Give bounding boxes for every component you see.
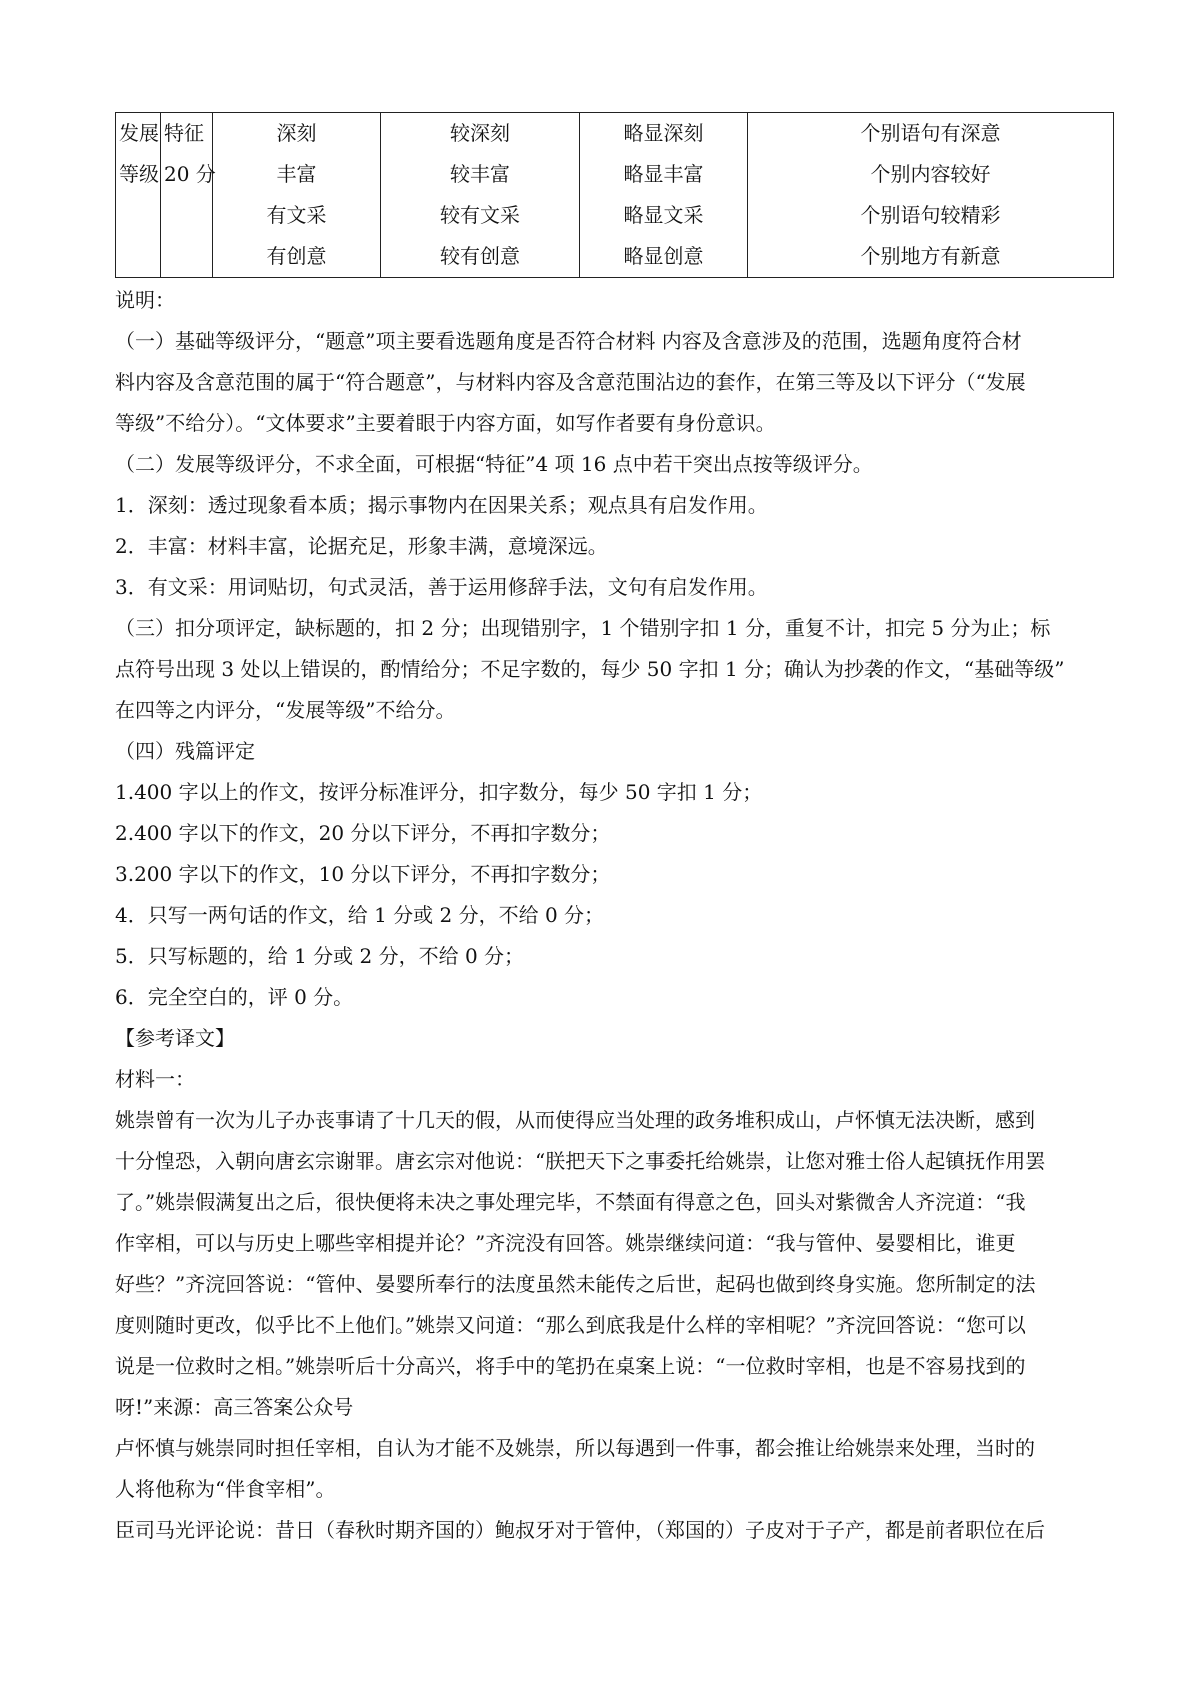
grade-item: 较深刻 xyxy=(450,121,510,145)
text-line: 臣司马光评论说：昔日（春秋时期齐国的）鲍叔牙对于管仲，（郑国的）子皮对于子产，都是前者职位在后 xyxy=(115,1518,1045,1542)
grade-item: 略显深刻 xyxy=(623,121,704,145)
text-line: （四）残篇评定 xyxy=(115,739,255,763)
grade-column-2 xyxy=(381,113,580,278)
text-line: 好些？”齐浣回答说：“管仲、晏婴所奉行的法度虽然未能传之后世，起码也做到终身实施。您所制定的法 xyxy=(115,1272,1036,1296)
text-line: 姚崇曾有一次为儿子办丧事请了十几天的假，从而使得应当处理的政务堆积成山，卢怀慎无法决断，感到 xyxy=(115,1108,1035,1132)
text-line: 3．有文采：用词贴切，句式灵活，善于运用修辞手法，文句有启发作用。 xyxy=(115,575,768,599)
text-line: 在四等之内评分，“发展等级”不给分。 xyxy=(115,698,456,722)
grade-item: 较有创意 xyxy=(440,244,520,268)
grade-item: 较有文采 xyxy=(440,203,520,227)
feature-line: 20 分 xyxy=(164,162,216,186)
grade-item: 有文采 xyxy=(266,203,327,227)
grade-item: 丰富 xyxy=(276,162,317,186)
row-header-cell xyxy=(116,113,161,278)
grade-item: 个别语句较精彩 xyxy=(860,203,1001,227)
text-line: 呀!”来源：高三答案公众号 xyxy=(115,1395,354,1419)
body-text xyxy=(115,280,1115,1551)
grade-item: 略显创意 xyxy=(623,244,704,268)
grade-column-4 xyxy=(748,113,1114,278)
table-row xyxy=(116,113,1114,278)
grade-item: 深刻 xyxy=(276,121,317,145)
grading-table xyxy=(115,112,1114,278)
row-header-line: 等级 xyxy=(119,162,159,186)
text-line: 人将他称为“伴食宰相”。 xyxy=(115,1477,336,1501)
text-line: 2．丰富：材料丰富，论据充足，形象丰满，意境深远。 xyxy=(115,534,608,558)
grade-item: 略显丰富 xyxy=(623,162,704,186)
feature-cell xyxy=(161,113,216,278)
text-line: 材料一： xyxy=(115,1067,195,1091)
text-line: 度则随时更改，似乎比不上他们。”姚崇又问道：“那么到底我是什么样的宰相呢？”齐浣回答说：“您可以 xyxy=(115,1313,1026,1337)
grade-item: 个别内容较好 xyxy=(870,162,991,186)
document-page xyxy=(115,112,1115,1551)
text-line: 6．完全空白的，评 0 分。 xyxy=(115,985,354,1009)
text-line: 3.200 字以下的作文，10 分以下评分，不再扣字数分； xyxy=(115,862,611,886)
grade-column-3 xyxy=(580,113,748,278)
grade-item: 个别地方有新意 xyxy=(860,244,1001,268)
grade-item: 较丰富 xyxy=(450,162,510,186)
text-line: 点符号出现 3 处以上错误的，酌情给分；不足字数的，每少 50 字扣 1 分；确认为抄袭的作文，“基础等级” xyxy=(115,657,1065,681)
feature-line: 特征 xyxy=(164,121,204,145)
text-line: 作宰相，可以与历史上哪些宰相提并论？”齐浣没有回答。姚崇继续问道：“我与管仲、晏婴相比，谁更 xyxy=(115,1231,1016,1255)
text-line: 说明： xyxy=(115,288,175,312)
text-line: 4．只写一两句话的作文，给 1 分或 2 分，不给 0 分； xyxy=(115,903,605,927)
grade-column-1 xyxy=(213,113,381,278)
text-line: 2.400 字以下的作文，20 分以下评分，不再扣字数分； xyxy=(115,821,611,845)
grade-item: 有创意 xyxy=(266,244,327,268)
text-line: 卢怀慎与姚崇同时担任宰相，自认为才能不及姚崇，所以每遇到一件事，都会推让给姚崇来处理，当时的 xyxy=(115,1436,1035,1460)
grade-item: 个别语句有深意 xyxy=(860,121,1001,145)
section-heading: 【参考译文】 xyxy=(115,1026,235,1050)
text-line: 5．只写标题的，给 1 分或 2 分，不给 0 分； xyxy=(115,944,525,968)
text-line: （三）扣分项评定，缺标题的，扣 2 分；出现错别字，1 个错别字扣 1 分，重复不计，扣完 5 分为止；标 xyxy=(115,616,1051,640)
text-line: 料内容及含意范围的属于“符合题意”，与材料内容及含意范围沾边的套作，在第三等及以下评分（“发展 xyxy=(115,370,1026,394)
row-header-line: 发展 xyxy=(119,121,159,145)
text-line: 十分惶恐，入朝向唐玄宗谢罪。唐玄宗对他说：“朕把天下之事委托给姚崇，让您对雅士俗人起镇抚作用罢 xyxy=(115,1149,1046,1173)
text-line: 等级”不给分）。“文体要求”主要着眼于内容方面，如写作者要有身份意识。 xyxy=(115,411,776,435)
text-line: （一）基础等级评分，“题意”项主要看选题角度是否符合材料 内容及含意涉及的范围，选题角度符合材 xyxy=(115,329,1022,353)
text-line: 1．深刻：透过现象看本质；揭示事物内在因果关系；观点具有启发作用。 xyxy=(115,493,768,517)
text-line: 说是一位救时之相。”姚崇听后十分高兴，将手中的笔扔在桌案上说：“一位救时宰相，也是不容易找到的 xyxy=(115,1354,1026,1378)
text-line: 1.400 字以上的作文，按评分标准评分，扣字数分，每少 50 字扣 1 分； xyxy=(115,780,763,804)
text-line: （二）发展等级评分，不求全面，可根据“特征”4 项 16 点中若干突出点按等级评分。 xyxy=(115,452,873,476)
grade-item: 略显文采 xyxy=(623,203,704,227)
text-line: 了。”姚崇假满复出之后，很快便将未决之事处理完毕，不禁面有得意之色，回头对紫微舍人齐浣道：“我 xyxy=(115,1190,1026,1214)
